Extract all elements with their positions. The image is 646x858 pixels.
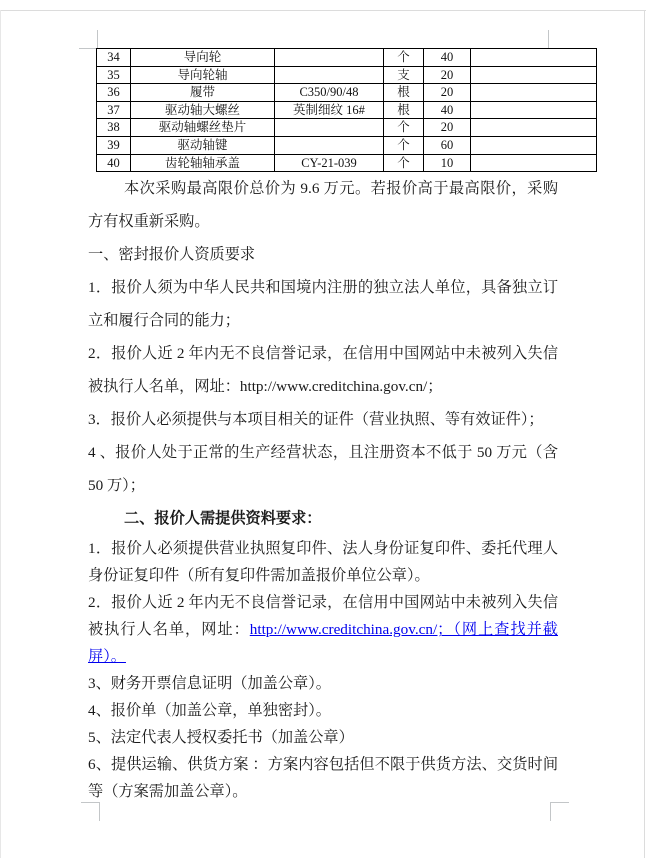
table-cell: 个 [384,49,424,67]
table-row [97,154,597,172]
table-cell: 个 [384,154,424,172]
table-cell: 40 [424,101,471,119]
section2-item-1: 1．报价人必须提供营业执照复印件、法人身份证复印件、委托代理人身份证复印件（所有复印件需加盖报价单位公章）。 [88,540,558,584]
table-cell: 40 [97,154,131,172]
table-row [97,66,597,84]
table-cell [471,66,597,84]
table-cell [471,101,597,119]
section1-heading: 一、密封报价人资质要求 [88,246,256,263]
section1-item-2: 2．报价人近 2 年内无不良信誉记录，在信用中国网站中未被列入失信被执行人名单，网址：http://www.creditchina.gov.cn/； [88,345,558,395]
table-cell [471,154,597,172]
table-row [97,49,597,67]
table-cell [471,136,597,154]
table-cell: 英制细纹 16# [275,101,384,119]
table-cell: 驱动轴螺丝垫片 [131,119,275,137]
page-edge-top [0,10,646,11]
table-cell: 驱动轴大螺丝 [131,101,275,119]
parts-table-body [97,49,597,172]
table-cell: 根 [384,101,424,119]
intro-paragraph: 本次采购最高限价总价为 9.6 万元。若报价高于最高限价，采购方有权重新采购。 [88,180,558,230]
table-row [97,84,597,102]
parts-table [96,48,597,172]
table-cell: 34 [97,49,131,67]
table-cell: 60 [424,136,471,154]
table-cell: 个 [384,136,424,154]
table-cell [275,66,384,84]
table-cell: 根 [384,84,424,102]
table-cell [471,49,597,67]
table-cell: 37 [97,101,131,119]
table-cell: 导向轮 [131,49,275,67]
table-cell [275,136,384,154]
margin-crop-mark-top-left [79,30,98,49]
section1-item-1: 1．报价人须为中华人民共和国境内注册的独立法人单位，具备独立订立和履行合同的能力； [88,279,558,329]
table-cell: 40 [424,49,471,67]
table-cell: 10 [424,154,471,172]
section2-item-2 [88,589,558,670]
section2-heading: 二、报价人需提供资料要求： [124,510,322,527]
section1-item-3: 3．报价人必须提供与本项目相关的证件（营业执照、等有效证件）； [88,411,544,428]
section2-item-3: 3、财务开票信息证明（加盖公章）。 [88,675,331,692]
document-body [88,172,558,805]
table-cell: 36 [97,84,131,102]
table-cell: 履带 [131,84,275,102]
table-cell: 38 [97,119,131,137]
table-row [97,119,597,137]
section2-item-2-text: 2．报价人近 2 年内无不良信誉记录，在信用中国网站中未被列入失信被执行人名单，网址： [88,594,558,638]
table-cell: C350/90/48 [275,84,384,102]
creditchina-link[interactable]: http://www.creditchina.gov.cn/；（网上查找并截屏）。 [88,621,558,665]
table-cell: 39 [97,136,131,154]
table-cell: 35 [97,66,131,84]
table-cell [275,119,384,137]
table-cell [471,119,597,137]
table-cell: CY-21-039 [275,154,384,172]
table-cell [275,49,384,67]
section1-item-4: 4 、报价人处于正常的生产经营状态，且注册资本不低于 50 万元（含 50 万）； [88,444,558,494]
table-cell: 驱动轴键 [131,136,275,154]
table-cell: 20 [424,84,471,102]
table-cell: 导向轮轴 [131,66,275,84]
page-edge-right [644,10,645,858]
section2-item-5: 5、法定代表人授权委托书（加盖公章） [88,729,354,746]
table-cell: 齿轮轴轴承盖 [131,154,275,172]
margin-crop-mark-top-right [548,30,567,49]
table-row [97,136,597,154]
table-cell: 个 [384,119,424,137]
table-row [97,101,597,119]
table-cell: 20 [424,66,471,84]
section2-item-4: 4、报价单（加盖公章，单独密封）。 [88,702,331,719]
table-cell: 支 [384,66,424,84]
page-edge-left [0,10,1,858]
table-cell: 20 [424,119,471,137]
table-cell [471,84,597,102]
section2-item-6: 6、提供运输、供货方案 ：方案内容包括但不限于供货方法、交货时间等（方案需加盖公章）。 [88,756,558,800]
